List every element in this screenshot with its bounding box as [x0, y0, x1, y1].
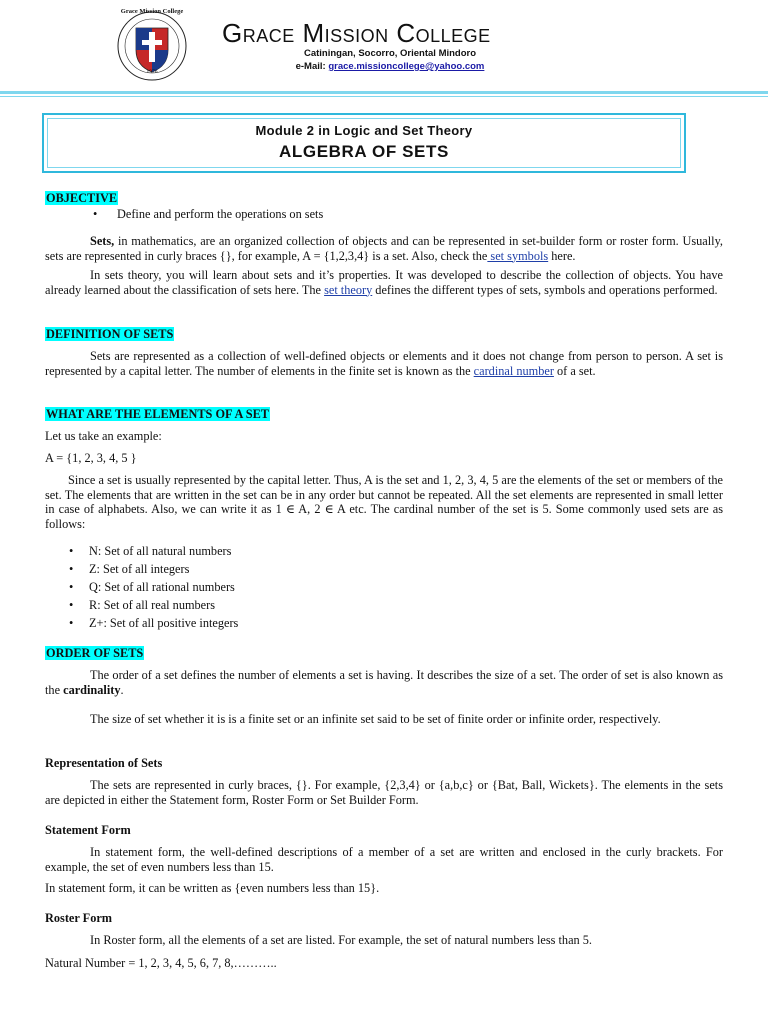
- order-paragraph-2: The size of set whether it is is a finite set or an infinite set said to be set of finite order or infinite order, respectively.: [90, 712, 661, 726]
- objective-list: [45, 205, 645, 223]
- main-title: ALGEBRA OF SETS: [279, 142, 449, 161]
- objective-heading: OBJECTIVE: [46, 191, 118, 205]
- seal-year: 1976: [146, 69, 158, 75]
- intro-paragraph-2: In sets theory, you will learn about sets and it’s properties. It was developed to describe the collection of objects. You have already learned about the classification of sets here. The set theory defines the different types of sets, symbols and operations performed.: [45, 268, 723, 297]
- roster-heading: Roster Form: [45, 911, 113, 925]
- statement-example: In statement form, it can be written as {even numbers less than 15}.: [45, 881, 380, 895]
- college-address: Catiningan, Socorro, Oriental Mindoro: [303, 48, 477, 59]
- definition-paragraph: Sets are represented as a collection of well-defined objects or elements and it does not change from person to person. A set is represented by a capital letter. The number of elements in the finite set is known as the cardinal number of a set.: [45, 349, 723, 378]
- module-title: Module 2 in Logic and Set Theory: [255, 123, 473, 138]
- header-rule: [0, 91, 768, 94]
- bullet-icon: •: [69, 616, 74, 630]
- objective-bullet: Define and perform the operations on sets: [117, 207, 324, 221]
- college-email-line: [220, 61, 560, 72]
- header-rule-thin: [0, 96, 768, 97]
- elements-example-set: A = {1, 2, 3, 4, 5 }: [45, 451, 137, 465]
- list-item: • Z+: Set of all positive integers: [69, 616, 239, 630]
- bullet-icon: •: [69, 562, 74, 576]
- cardinal-number-link[interactable]: cardinal number: [473, 363, 554, 378]
- bullet-icon: •: [69, 544, 74, 558]
- email-link[interactable]: grace.missioncollege@yahoo.com: [328, 61, 485, 72]
- roster-paragraph: In Roster form, all the elements of a set are listed. For example, the set of natural numbers less than 5.: [90, 933, 592, 947]
- order-paragraph-1: The order of a set defines the number of elements a set is having. It describes the size of a set. The order of set is also known as the cardinality.: [45, 668, 723, 697]
- roster-example: Natural Number = 1, 2, 3, 4, 5, 6, 7, 8,………..: [45, 956, 277, 970]
- order-heading: ORDER OF SETS: [46, 646, 144, 660]
- seal-text: Grace Mission College: [120, 8, 184, 15]
- elements-heading: WHAT ARE THE ELEMENTS OF A SET: [46, 407, 270, 421]
- list-item: • Q: Set of all rational numbers: [69, 580, 235, 594]
- elements-example-intro: Let us take an example:: [45, 429, 162, 443]
- email-label: e-Mail:: [295, 61, 329, 72]
- common-sets-list: [45, 542, 545, 632]
- intro-paragraph-1: Sets, in mathematics, are an organized collection of objects and can be represented in set-builder form or roster form. Usually, sets are represented in curly braces {}, for example, A = {1,2,3,4} is a set. Also, check the set symbols here.: [45, 234, 723, 263]
- definition-heading: DEFINITION OF SETS: [46, 327, 174, 341]
- list-item: • N: Set of all natural numbers: [69, 544, 232, 558]
- bullet-icon: •: [69, 580, 74, 594]
- list-item: • R: Set of all real numbers: [69, 598, 216, 612]
- list-item: • Z: Set of all integers: [69, 562, 190, 576]
- statement-paragraph: In statement form, the well-defined descriptions of a member of a set are written and enclosed in the curly brackets. For example, the set of even numbers less than 15.: [45, 845, 723, 874]
- bullet-icon: •: [93, 207, 98, 221]
- statement-heading: Statement Form: [45, 823, 131, 837]
- set-theory-link[interactable]: set theory: [324, 282, 373, 297]
- bullet-icon: •: [69, 598, 74, 612]
- elements-paragraph: Since a set is usually represented by the capital letter. Thus, A is the set and 1, 2, 3, 4, 5 are the elements of the set or members of the set. The elements that are written in the set can be in any order but cannot be repeated. All the set elements are represented in small letter in case of alphabets. Also, we can write it as 1 ∈ A, 2 ∈ A etc. The cardinal number of the set is 5. Some commonly used sets are as follows:: [45, 473, 723, 531]
- representation-heading: Representation of Sets: [45, 756, 163, 770]
- representation-paragraph: The sets are represented in curly braces, {}. For example, {2,3,4} or {a,b,c} or {Bat, Ball, Wickets}. The elements in the sets are depicted in either the Statement form, Roster Form or Set Builder Form.: [45, 778, 723, 807]
- set-symbols-link[interactable]: set symbols: [487, 248, 549, 263]
- college-name: Grace Mission College: [222, 18, 491, 48]
